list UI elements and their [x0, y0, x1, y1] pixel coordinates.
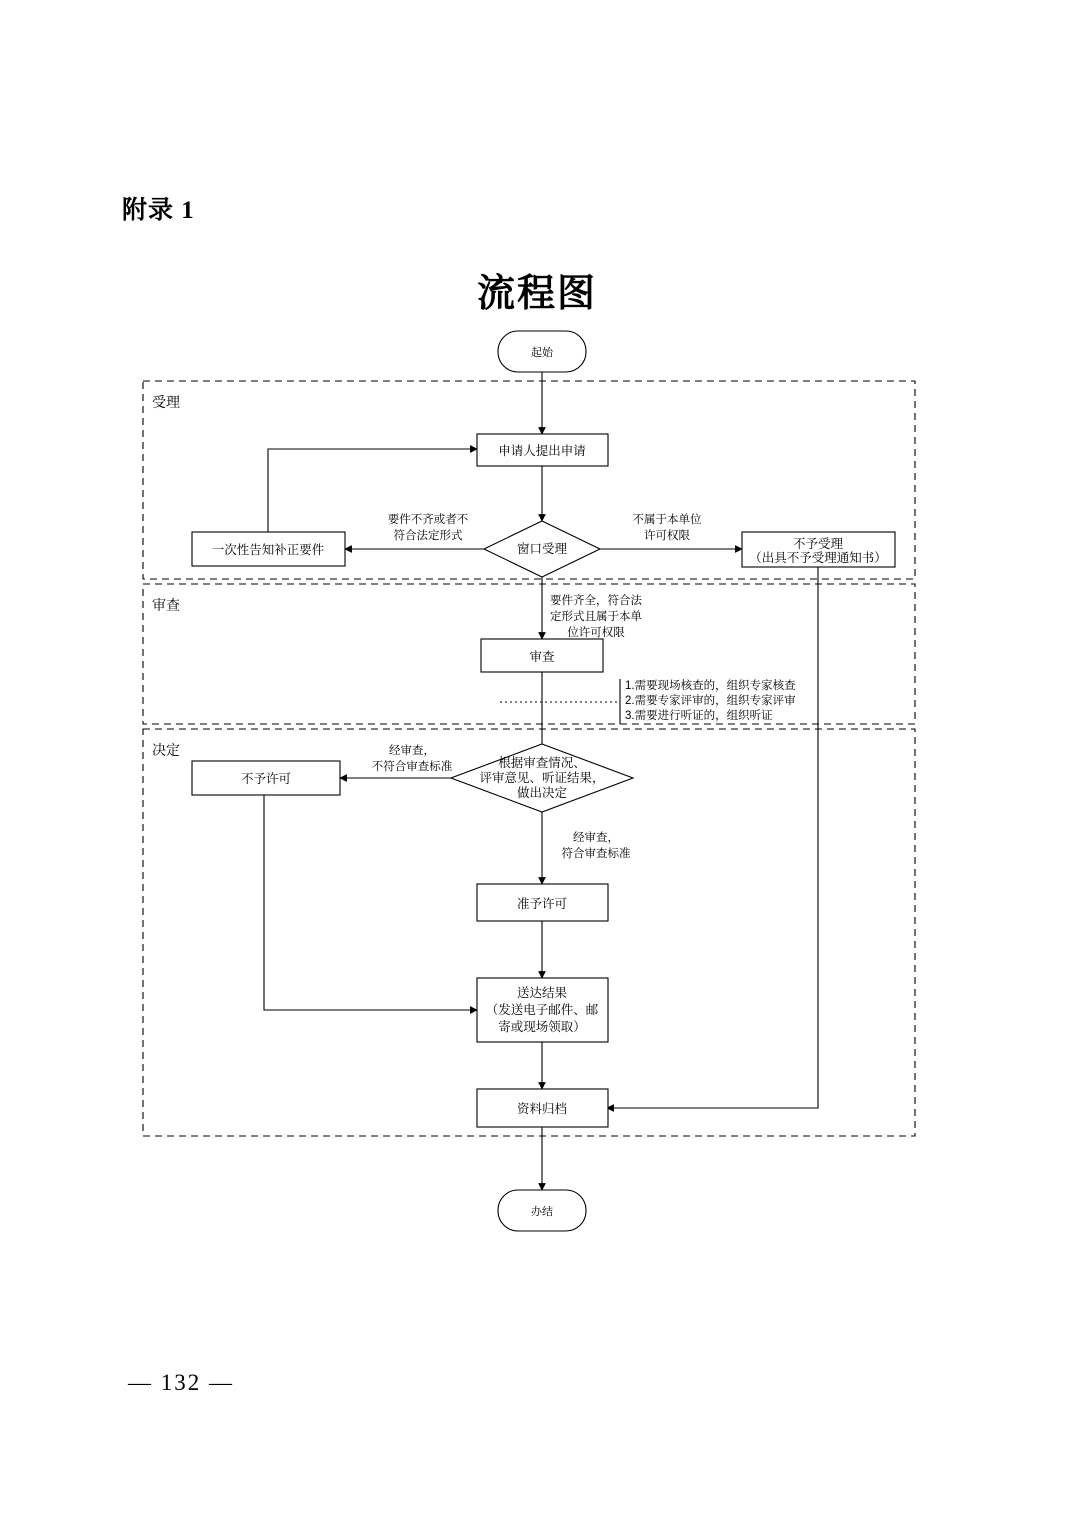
- node-reject-accept-label-1: 不予受理: [792, 537, 844, 551]
- node-archive-label: 资料归档: [516, 1102, 568, 1116]
- edge-label-pass-1: 经审查，: [573, 832, 619, 844]
- edge-label-incomplete-2: 符合法定形式: [393, 530, 463, 542]
- page-number: — 132 —: [128, 1370, 234, 1395]
- node-permit-label: 准予许可: [516, 897, 568, 911]
- edge-label-note-3: 3.需要进行听证的，组织听证: [625, 710, 773, 722]
- node-deliver-label-1: 送达结果: [516, 986, 568, 1000]
- group-review-label: 审查: [152, 597, 180, 613]
- node-window-accept-label: 窗口受理: [516, 542, 568, 556]
- group-accept-label: 受理: [152, 394, 180, 410]
- edge-label-not-authority-2: 许可权限: [644, 530, 690, 542]
- node-end-label: 办结: [531, 1206, 553, 1218]
- edge-label-pass-2: 符合审查标准: [561, 848, 631, 860]
- edge-label-fail-1: 经审查，: [389, 745, 435, 757]
- edge-label-not-authority-1: 不属于本单位: [632, 514, 702, 526]
- group-decide-label: 决定: [152, 742, 180, 758]
- node-decision-label-2: 评审意见、听证结果，: [479, 771, 605, 785]
- edge-label-complete-3: 位许可权限: [567, 627, 625, 639]
- node-no-permit-label: 不予许可: [240, 772, 292, 786]
- edge-label-complete-1: 要件齐全，符合法: [550, 595, 642, 607]
- edge-label-incomplete-1: 要件不齐或者不: [387, 514, 469, 526]
- node-deliver-label-2: （发送电子邮件、邮: [485, 1003, 599, 1017]
- edge-label-note-2: 2.需要专家评审的，组织专家评审: [625, 695, 796, 707]
- appendix-label: 附录 1: [122, 197, 195, 224]
- node-apply-label: 申请人提出申请: [498, 444, 586, 458]
- edge-reject-to-archive: [607, 567, 818, 1108]
- edge-label-fail-2: 不符合审查标准: [371, 761, 453, 773]
- node-deliver-label-3: 寄或现场领取）: [498, 1020, 586, 1034]
- edge-label-note-1: 1.需要现场核查的，组织专家核查: [625, 680, 796, 692]
- edge-label-complete-2: 定形式且属于本单: [550, 611, 642, 623]
- node-notify-fix-label: 一次性告知补正要件: [211, 543, 325, 557]
- node-decision-label-3: 做出决定: [516, 786, 568, 800]
- node-decision-label-1: 根据审查情况、: [498, 756, 586, 770]
- edge-nopermit-to-deliver: [264, 795, 477, 1010]
- node-examine-label: 审查: [529, 650, 555, 664]
- node-start-label: 起始: [531, 347, 553, 359]
- page-title: 流程图: [476, 273, 597, 315]
- node-reject-accept-label-2: （出具不予受理通知书）: [749, 551, 887, 565]
